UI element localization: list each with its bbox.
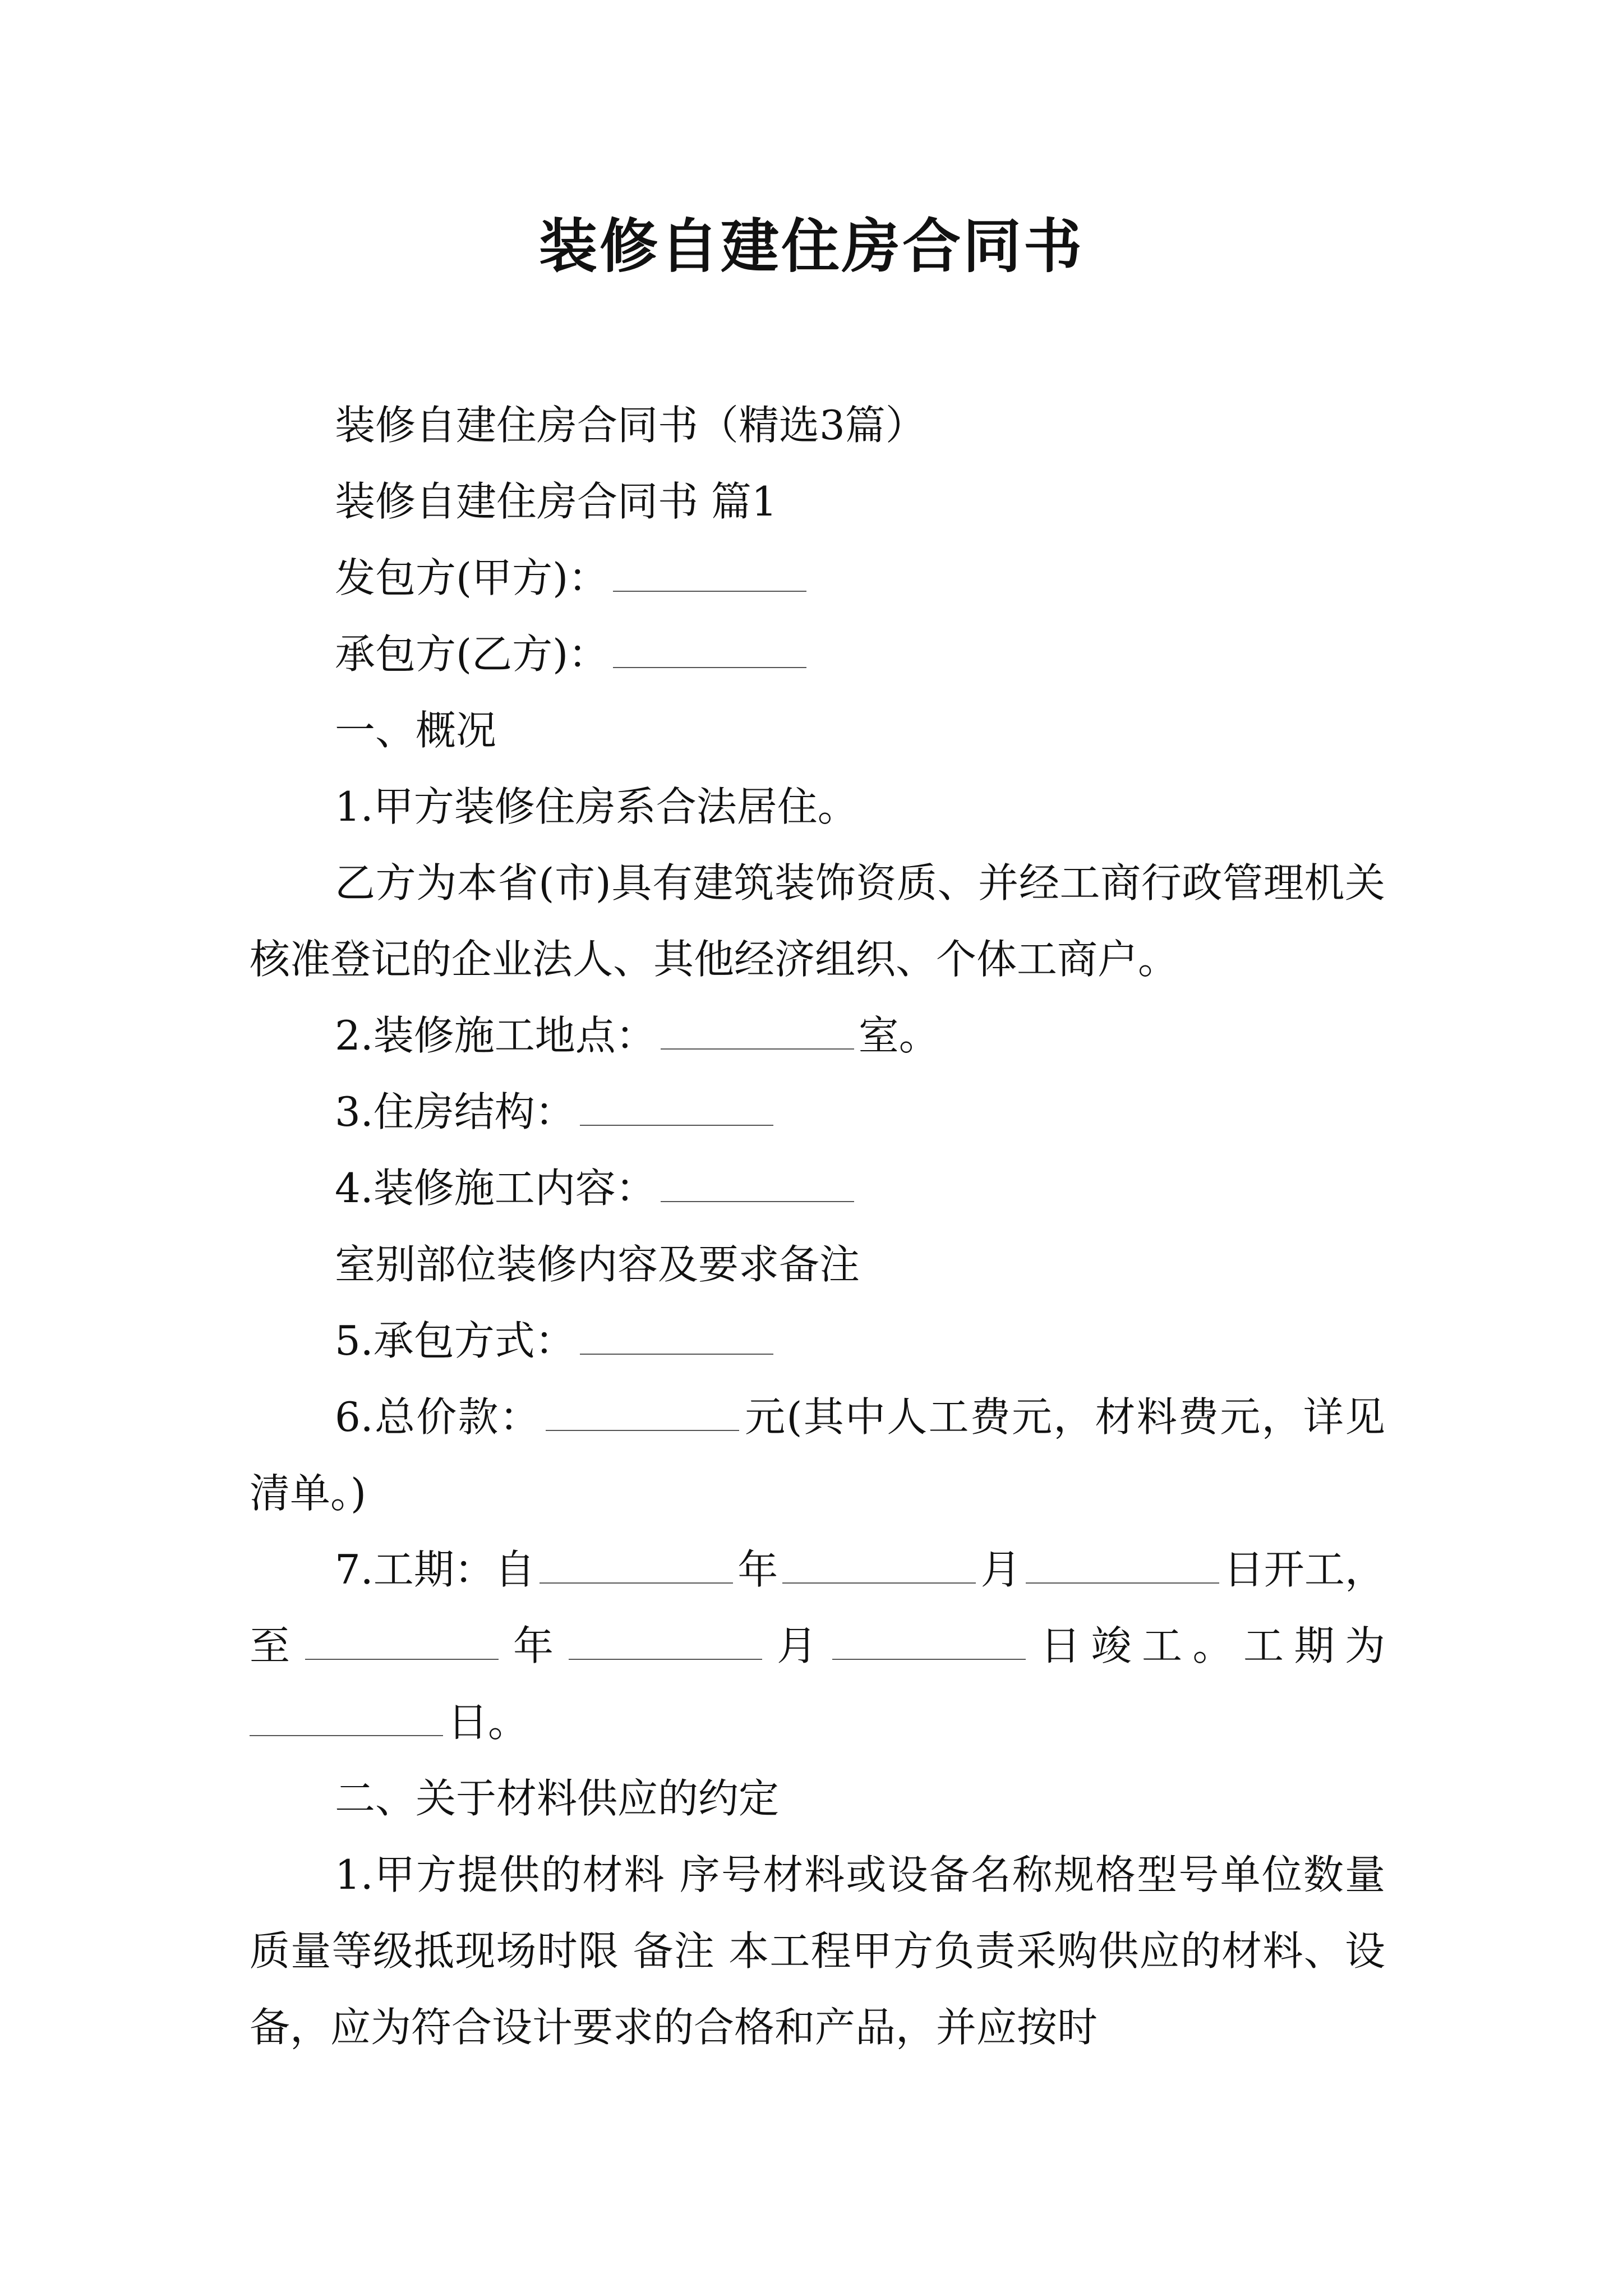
blank-line xyxy=(250,1698,443,1736)
blank-line xyxy=(580,1088,773,1126)
item-6-label: 6.总价款： xyxy=(335,1393,541,1441)
paragraph-subtitle: 装修自建住房合同书（精选3篇） xyxy=(335,402,926,449)
party-a-label: 发包方(甲方)： xyxy=(335,554,609,601)
blank-line xyxy=(832,1622,1026,1660)
end-day-label: 日竣工。工期为 xyxy=(1030,1622,1385,1669)
paragraph-contractor-qualification: 乙方为本省(市)具有建筑装饰资质、并经工商行政管理机关核准登记的企业法人、其他经济组织、个体工商户。 xyxy=(250,859,1385,983)
blank-line xyxy=(1026,1545,1219,1584)
month-label: 月 xyxy=(766,1622,828,1669)
paragraph-item-3 xyxy=(250,1074,1385,1150)
paragraph-party-a xyxy=(250,540,1385,616)
paragraph-materials-1: 1.甲方提供的材料 序号材料或设备名称规格型号单位数量质量等级抵现场时限 备注 本工程甲方负责采购供应的材料、设备，应为符合设计要求的合格和产品，并应按时 xyxy=(250,1851,1385,2051)
item-7-label: 7.工期：自 xyxy=(335,1546,536,1593)
year-label: 年 xyxy=(502,1622,564,1669)
paragraph-item-4 xyxy=(250,1150,1385,1226)
document-body xyxy=(250,387,1385,2065)
start-day-label: 日开工，至 xyxy=(250,1546,1385,1669)
blank-line xyxy=(580,1317,773,1355)
blank-line xyxy=(613,554,806,592)
item-5-label: 5.承包方式： xyxy=(335,1317,575,1364)
paragraph-item-7-cont xyxy=(250,1684,1385,1760)
duration-days-label: 日。 xyxy=(448,1699,529,1746)
blank-line xyxy=(546,1393,739,1431)
blank-line xyxy=(569,1622,762,1660)
blank-line xyxy=(305,1622,499,1660)
month-label: 月 xyxy=(980,1546,1021,1593)
paragraph-item-1: 1.甲方装修住房系合法居住。 xyxy=(335,783,858,830)
party-b-label: 承包方(乙方)： xyxy=(335,631,609,678)
item-4-label: 4.装修施工内容： xyxy=(335,1165,656,1212)
blank-line xyxy=(540,1545,733,1584)
blank-line xyxy=(661,1164,854,1202)
item-2-label: 2.装修施工地点： xyxy=(335,1012,656,1059)
item-3-label: 3.住房结构： xyxy=(335,1088,575,1135)
year-label: 年 xyxy=(737,1546,778,1593)
blank-line xyxy=(613,630,806,668)
blank-line xyxy=(782,1545,976,1584)
document-title: 装修自建住房合同书 xyxy=(538,212,1084,280)
paragraph-section-heading: 装修自建住房合同书 篇1 xyxy=(335,478,777,525)
item-6-suffix: 元(其中人工费元，材料费元，详见清单。) xyxy=(250,1393,1385,1517)
item-2-suffix: 室。 xyxy=(858,1012,939,1059)
paragraph-heading-materials: 二、关于材料供应的约定 xyxy=(335,1775,780,1822)
paragraph-item-2 xyxy=(250,997,1385,1074)
blank-line xyxy=(661,1011,854,1050)
paragraph-item-5 xyxy=(250,1303,1385,1379)
paragraph-item-7 xyxy=(250,1531,1385,1684)
paragraph-party-b xyxy=(250,616,1385,692)
paragraph-item-6 xyxy=(250,1379,1385,1531)
paragraph-room-table-header: 室别部位装修内容及要求备注 xyxy=(335,1241,860,1288)
paragraph-heading-overview: 一、概况 xyxy=(335,707,497,754)
